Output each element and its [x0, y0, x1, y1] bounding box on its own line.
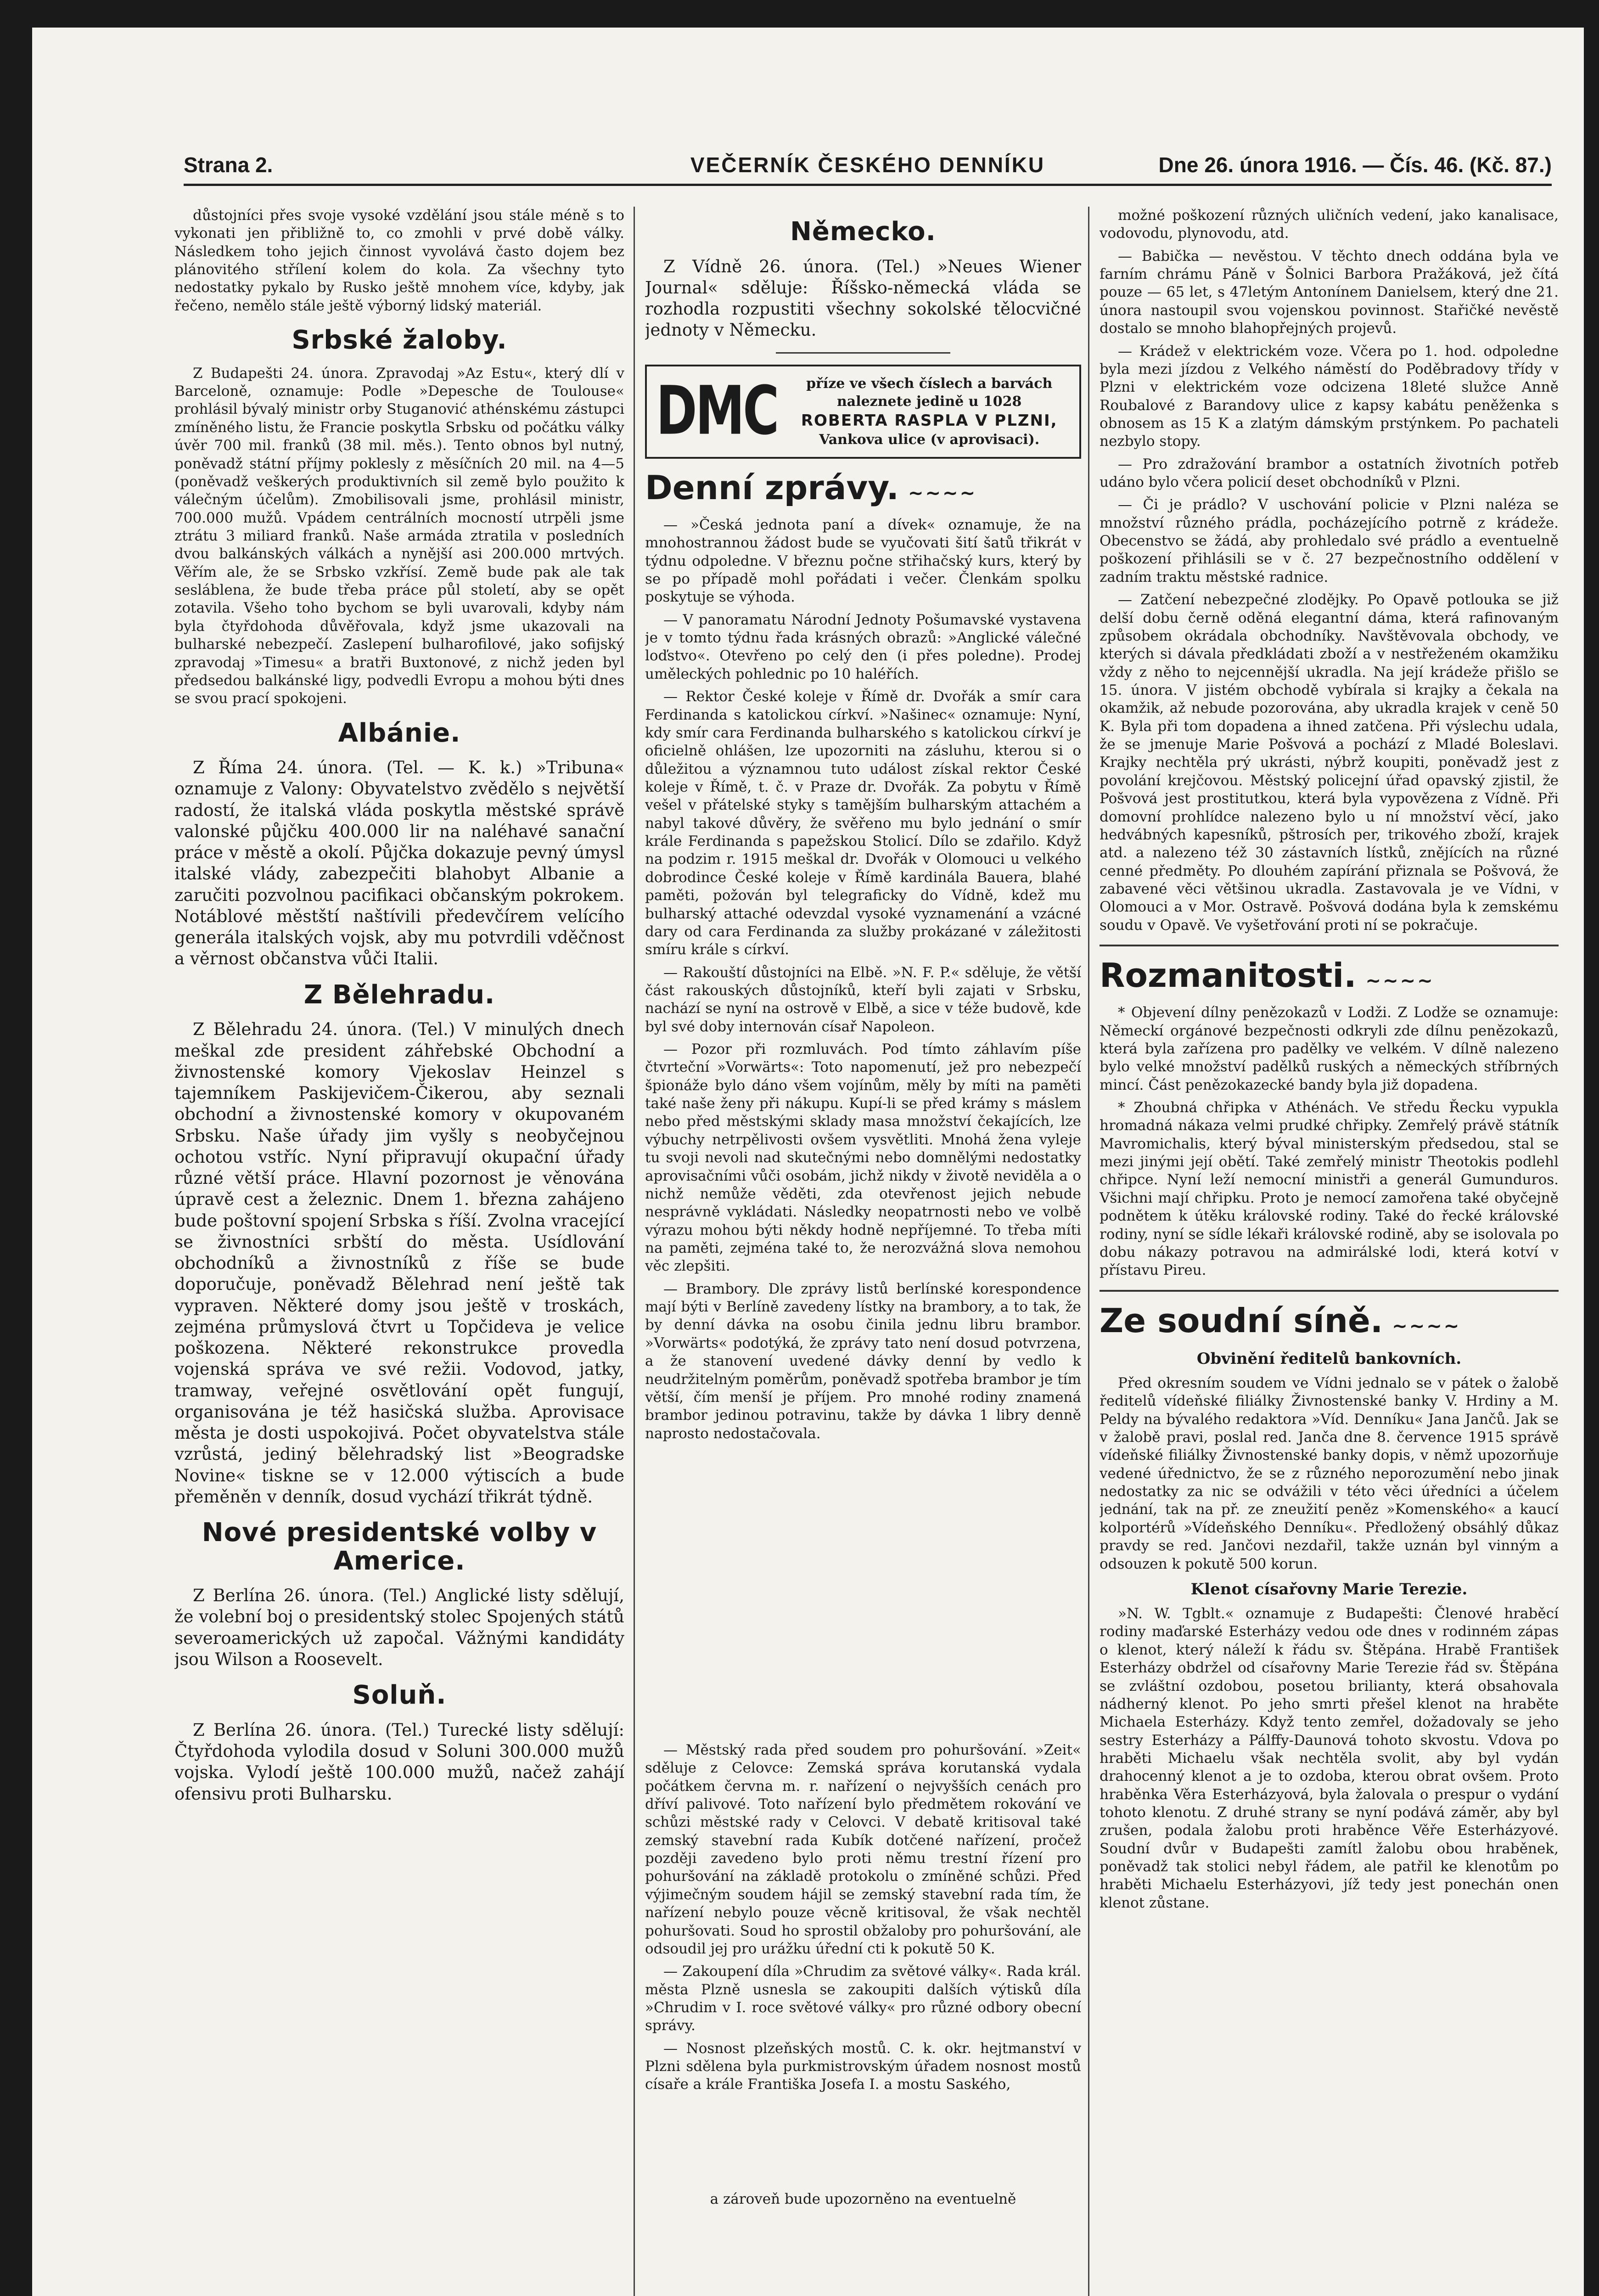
news-item: — Babička — nevěstou. V těchto dnech oddána byla ve farním chrámu Páně v Šolnici Barbora Pražáková, jež čítá pouze — 65 let, s 47letým Antonínem Danielsem, který dne 21. února nastoupil svou vojenskou povinnost. Stařičké nevěstě dostalo se mnoho blahopřejných projevů. [1100, 248, 1559, 337]
news-item: * Zhoubná chřipka v Athénách. Ve středu Řecku vypukla hromadná nákaza velmi prudké chřipky. Zemřelý právě státník Mavromichalis, který býval ministerským předsedou, stal se mezi jinými její obětí. Také zemřelý ministr Theotokis podlehl chřipce. Nyní leží nemocní ministři a generál Gumunduros. Všichni mají chřipku. Proto je nemocí zamořena také obyčejně podnětem k útěku královské rodiny. Také do řecké královské rodiny, nyní se sídle lékaři královské rodině, aby se isolovala po dobu nákazy potravou na admirálské lodi, která kotví v přístavu Pireu. [1100, 1099, 1559, 1279]
issue-date: Dne 26. února 1916. — Čís. 46. (Kč. 87.) [1158, 153, 1552, 177]
headline-daily-news [645, 470, 1081, 506]
article-albania: Z Říma 24. února. (Tel. — K. k.) »Tribuna« oznamuje z Valony: Obyvatelstvo zvědělo s největší radostí, že italská vláda poskytla městské správě valonské půjčku 400.000 lir na naléhavé sanační práce v městě a okolí. Půjčka dokazuje pevný úmysl italské vlády, zabezpečiti blahobyt Albanie a zaručiti pozvolnou pacifikaci občanským pokrokem. Notáblové městští naštívili předevčírem velícího generála italských vojsk, aby mu potvrdili vděčnost a věrnost občanstva vůči Italii. [174, 758, 624, 969]
news-item: — Městský rada před soudem pro pohuršování. »Zeit« sděluje z Celovce: Zemská správa korutanská vydala počátkem června m. r. nařízení o nejvyšších cenách pro dříví palivové. Toto nařízení bylo předmětem rokování ve schůzi městské rady v Celovci. V debatě kritisoval také zemský stavební rada Kubík dotčené nařízení, pročež později zavedeno bylo proti němu trestní řízení pro pohuršování na základě protokolu o zmíněné schůzi. Před výjimečným soudem hájil se zemský stavební rada tím, že nařízení nebylo pouze věcně kritisoval, že však nechtěl pohuršovati. Soud ho sprostil obžaloby pro pohuršování, ale odsoudil jej pro urážku úřední cti k pokutě 50 K. [645, 1741, 1081, 1957]
news-item: — Brambory. Dle zprávy listů berlínské korespondence mají býti v Berlíně zavedeny lístky na brambory, a to tak, že by denní dávka na osobu činila jednu libru brambor. »Vorwärts« podotýká, že zprávy tato není dosud potvrzena, a že stanovení uvedené dávky denní by vedlo k neudržitelným poměrům, poněvadž spotřeba brambor je tím větší, čím menší je příjem. Pro mnohé rodiny znamená brambor jedinou potravinu, takže by dávka 1 libry denně naprosto nedostačovala. [645, 1280, 1081, 1442]
newspaper-page [32, 28, 1584, 2296]
news-item: — Rakouští důstojníci na Elbě. »N. F. P.« sděluje, že větší část rakouských důstojníků, kteří byli zajati v Srbsku, nachází se nyní na ostrově v Elbě, a sice v téže budově, kde byl své doby internován císař Napoleon. [645, 964, 1081, 1035]
news-item: — Rektor České koleje v Římě dr. Dvořák a smír cara Ferdinanda s katolickou církví. »Našinec« oznamuje: Nyní, kdy smír cara Ferdinanda bulharského s katolickou církví je oficielně ohlášen, lze upozorniti na zásluhu, kterou si o důležitou a významnou tuto událost získal rektor České koleje v Římě, t. č. v Praze dr. Dvořák. Za pobytu v Římě vešel v přátelské styky s tamějším bulharským attachém a nabyl takové důvěry, že svěřeno mu bylo jednání o smír krále Ferdinanda s papežskou Stolicí. Dílo se zdařilo. Když na podzim r. 1915 meškal dr. Dvořák v Olomouci u velkého dobrodince České koleje v Římě kardinála Bauera, blahé paměti, požován byl telegraficky do Vídně, kdež mu bulharský attaché odevzdal vysoké vyznamenání a vzácné dary od cara Ferdinanda za služby prokázané v záležitosti smíru krále s církví. [645, 688, 1081, 958]
column-left [174, 207, 624, 2296]
headline-courtroom [1100, 1303, 1559, 1339]
news-item: — Krádež v elektrickém voze. Včera po 1. hod. odpoledne byla mezi jízdou z Velkého náměstí do Poděbradovy třídy v Plzni v elektrickém voze odcizena 18leté služce Anně Roubalové z Barandovy ulice z kapsy kabátu peněženka s obnosem as 15 K a zlatým dámským prstýnkem. Po pachateli nezbylo stopy. [1100, 343, 1559, 450]
news-item: Před okresním soudem ve Vídni jednalo se v pátek o žalobě ředitelů vídeňské filiálky Živnostenské banky V. Hrdiny a M. Peldy na bývalého redaktora »Víd. Denníku« Jana Jančů. Jak se v žalobě pravi, poslal red. Janča dne 8. července 1915 správě vídeňské filiálky Živnostenské banky dopis, v němž upozorňuje vedené úřednictvo, že se z různého neporozumění nebo jinak nedostatky za nic se odvážili v této věci úředníci a účelem jednání, tak na př. ze zneužití peněz »Komenského« a kaucí kolportérů »Vídeňského Denníku«. Předložený obsáhlý důkaz pravdy se red. Jančovi nezdařil, takže uznán byl vinným a odsouzen k pokutě 500 korun. [1100, 1374, 1559, 1572]
news-item: — Zakoupení díla »Chrudim za světové války«. Rada král. města Plzně usnesla se zakoupiti dalších výtisků díla »Chrudim v I. roce světové války« pro různé odbory obecní správy. [645, 1963, 1081, 2034]
column-middle [645, 207, 1081, 2296]
blank-area [645, 2099, 1081, 2190]
advertisement-dmc [645, 365, 1081, 459]
ad-line: Vankova ulice (v aprovisaci). [819, 431, 1040, 448]
news-item: — Pro zdražování brambor a ostatních životních potřeb udáno bylo včera policií deset obchodníků v Plzni. [1100, 456, 1559, 491]
headline-text: Ze soudní síně. [1100, 1301, 1383, 1340]
article-salonika: Z Berlína 26. února. (Tel.) Turecké listy sdělují: Čtyřdohoda vylodila dosud v Soluni 300.000 mužů vojska. Vylodí ještě 100.000 mužů, načež zahájí ofensivu proti Bulharsku. [174, 1720, 624, 1804]
headline-salonika: Soluň. [352, 1680, 447, 1711]
dmc-logo: DMC [656, 372, 778, 450]
ad-text [788, 375, 1070, 449]
ad-line: příze ve všech číslech a barvách [806, 375, 1053, 392]
divider [776, 352, 950, 354]
page-header [184, 133, 1552, 186]
news-item: »N. W. Tgblt.« oznamuje z Budapešti: Členové hraběcí rodiny maďarské Esterházy vedou ode dnes v rodinném zápas o klenot, který náleží k řádu sv. Štěpána. Hrabě František Esterházy obdržel od císařovny Marie Terezie řád sv. Štěpána se zvláštní ozdobou, posetou brilianty, která obsahovala nádherný klenot. Po jeho smrti přešel klenot na hraběte Michaela Esterházy. Když tento zemřel, dožadovaly se jeho sestry Esterházy a Pálffy-Daunová tohoto skvostu. Vdova po hraběti Michaelu však nechtěla svolit, aby byl vydán drahocenný klenot a je to ozdoba, kterou obrat ovšem. Proto hraběnka Věra Esterházyová, byla žalovala o prespur o vydání tohoto klenotu. Z druhé strany se nyní podává záměr, aby byl zrušen, podala žalobu proti hraběnce Věře Esterházyové. Soudní dvůr v Budapešti zamítl žalobu obou hraběnek, poněvadž tak stolici nebyl řádem, ale patřil ke klenotům po hraběti Michaelu Esterházyovi, jíž tedy jest ponechán onen klenot zůstane. [1100, 1605, 1559, 1911]
ornament-icon: ~~~~ [908, 482, 977, 504]
article-serbia: Z Budapešti 24. února. Zpravodaj »Az Estu«, který dlí v Barceloně, oznamuje: Podle »Depesche de Toulouse« prohlásil bývalý ministr orby Stuganović athénskému zástupci zmíněného listu, že Francie poskytla Srbsku od počátku války úvěr 700 mil. franků (38 mil. měs.). Tento obnos byl nutný, poněvadž státní příjmy poklesly z měsíčních 20 mil. na 4—5 (poněvadž veškerých produktivních sil země bylo použito k válečným účelům). Zmobilisovali jsme, prohlásil ministr, 700.000 mužů. Vpádem centrálních mocností utrpěli jsme ztrátu 3 miliard franků. Naše armáda ztratila v posledních dvou balkánských válkách a nynější asi 200.000 mrtvých. Věřím ale, že se Srbsko vzkřísí. Země bude pak ale tak sesláblena, že bude třeba práce půl století, aby se opět zotavila. Všeho toho bychom se byli uvarovali, kdyby nám byla čtyřdohoda důvěřovala, když jsme ukazovali na bulharské nebezpečí. Zaslepení bulharofilové, jako sofijský zpravodaj »Timesu« a bratři Buxtonové, z nichž jeden byl předsedou balkánské ligy, podvedli Evropu a mohou býti dnes se svou prací spokojeni. [174, 365, 624, 707]
headline-america: Nové presidentské volby v Americe. [202, 1518, 597, 1576]
headline-albania: Albánie. [338, 718, 461, 748]
column-divider [1088, 207, 1089, 2296]
article-continuation: důstojníci přes svoje vysoké vzdělání jsou stále méně s to vykonati jen přibližně to, co zmohli v prvé době války. Následkem toho jejich činnost vyvolává často dojem bez plánovitého střílení kolem do kola. Za všechny tyto nedostatky pykalo by Rusko ještě mnohem více, kdyby, jak řečeno, nemělo stále ještě výborný lidský materiál. [174, 207, 624, 314]
headline-text: Rozmanitosti. [1100, 956, 1357, 995]
news-item: — Či je prádlo? V uschování policie v Plzni naléza se množství různého prádla, pocházejícího potrně z krádeže. Obecenstvo se žádá, aby prohledalo své prádlo a eventuelně poškození přihlásili se v č. 27 bezpečnostního oddělení v zadním traktu městské radnice. [1100, 496, 1559, 585]
ornament-icon: ~~~~ [1392, 1315, 1461, 1337]
headline-miscellany [1100, 957, 1559, 994]
page-number: Strana 2. [184, 153, 273, 177]
news-item: — Zatčení nebezpečné zlodějky. Po Opavě potlouka se již delší dobu černě oděná elegantní dáma, která rafinovaným způsobem okrádala obchodníky. Navštěvovala obchody, ve kterých si dávala předkládati zboží a v nestřeženém okamžiku vždy z něho to nejcennější ukradla. Na její krádeže přišlo se 15. února. V jistém obchodě vybírala si krajky a čekala na okamžik, až nebude pozorována, aby ukradla krajek v ceně 50 K. Byla při tom dopadena a ihned zatčena. Při výslechu udala, že se jmenuje Marie Pošvová a pochází z Mladé Boleslavi. Krajky nechtěla prý ukrásti, nýbrž koupiti, poněvadž jest z povolání krejčovou. Městský policejní úřad opavský zjistil, že Pošvová jest prostitutkou, která byla vypovězena z Vídně. Při domovní prohlídce nalezeno bylo u ní množství věcí, jako hedvábných kapesníků, pštrosích per, trikového zboží, krajek atd. a nalezeno též 30 zástavních lístků, znějících na různé cenné předměty. Po dlouhém zapírání přiznala se Pošvová, že zabavené věci většinou ukradla. Zastavovala je ve Vídni, v Olomouci a v Mor. Ostravě. Pošvová dodána byla k zemskému soudu v Opavě. Ve vyšetřování proti ní se pokračuje. [1100, 591, 1559, 934]
article-germany: Z Vídně 26. února. (Tel.) »Neues Wiener Journal« sděluje: Říšsko-německá vláda se rozhodla rozpustiti všechny sokolské tělocvičné jednoty v Německu. [645, 256, 1081, 340]
headline-serbia: Srbské žaloby. [292, 325, 507, 355]
headline-text: Denní zprávy. [645, 468, 899, 507]
ad-line: naleznete jedině u 1028 [836, 393, 1022, 410]
article-america: Z Berlína 26. února. (Tel.) Anglické listy sdělují, že volební boj o presidentský stolec Spojených států severoamerických už započal. Vážnými kandidáty jsou Wilson a Roosevelt. [174, 1586, 624, 1669]
ad-shop-name: ROBERTA RASPLA V PLZNI, [801, 411, 1058, 430]
subheadline: Klenot císařovny Marie Terezie. [1190, 1580, 1468, 1598]
news-item: — Pozor při rozmluvách. Pod tímto záhlavím píše čtvrteční »Vorwärts«: Toto napomenutí, jež pro nebezpečí špionáže bylo dáno všem vojínům, měly by míti na paměti také naše ženy při nákupu. Kupí-li se před krámy s máslem nebo před městskými sklady masa množství čekajících, lze výbuchy netrpělivosti ovšem vysvětliti. Mnohá žena vyleje tu svoji nevoli nad skutečnými nebo domnělými nedostatky aprovisačními vůči osobám, jichž nikdy v životě neviděla a o nichž nemůže věděti, zda otevřenost jejich nebude nesprávně vykládati. Následky neopatrnosti nebo ve volbě výrazu mohou býti někdy hodně nepříjemné. To třeba míti na paměti, zejména také to, že nerozvážná slova nemohou věc zlepšiti. [645, 1041, 1081, 1275]
news-item: — V panoramatu Národní Jednoty Pošumavské vystavena je v tomto týdnu řada krásných obrazů: »Anglické válečné loďstvo«. Otevřeno po celý den (i přes poledne). Prodej uměleckých pohlednic po 10 haléřích. [645, 611, 1081, 682]
subheadline: Obvinění ředitelů bankovních. [1196, 1349, 1462, 1368]
blank-area [645, 1447, 1081, 1741]
news-item-continuation: a zároveň bude upozorněno na eventuelně [710, 2190, 1016, 2207]
news-item: — Nosnost plzeňských mostů. C. k. okr. hejtmanství v Plzni sdělena byla purkmistrovským úřadem nosnost mostů císaře a krále Františka Josefa I. a mostu Saského, [645, 2040, 1081, 2093]
news-item: — »Česká jednota paní a dívek« oznamuje, že na mnohostrannou žádost bude se vyučovati šití šatů třikrát v týdnu odpoledne. V březnu počne střihačský kurs, který by se po případě mohl pořádati i večer. Členkám spolku poskytuje se výhoda. [645, 516, 1081, 606]
headline-belgrade: Z Bělehradu. [303, 979, 495, 1010]
news-item: možné poškození různých uličních vedení, jako kanalisace, vodovodu, plynovodu, atd. [1100, 207, 1559, 242]
column-right [1100, 207, 1559, 2296]
ornament-icon: ~~~~ [1365, 970, 1435, 992]
column-divider [634, 207, 635, 2296]
divider [1100, 1290, 1559, 1292]
masthead-title: VEČERNÍK ČESKÉHO DENNÍKU [690, 153, 1045, 177]
divider [1100, 945, 1559, 946]
news-item: * Objevení dílny penězokazů v Lodži. Z Lodže se oznamuje: Německí orgánové bezpečnosti odkryli zde dílnu penězokazů, která byla zařízena pro padělky ve velkém. V dílně nalezeno bylo velké množství padělků ruských a německých stříbrných mincí. Část penězokazecké bandy byla již dopadena. [1100, 1004, 1559, 1093]
article-belgrade: Z Bělehradu 24. února. (Tel.) V minulých dnech meškal zde president záhřebské Obchodní a živnostenské komory Vjekoslav Heinzel s tajemníkem Paskijevičem-Čikerou, aby seznali obchodní a živnostenské komory v okupovaném Srbsku. Naše úřady jim vyšly s neobyčejnou ochotou vstříc. Nyní připravují okupační úřady různé větší práce. Hlavní pozornost je věnována úpravě cest a železnic. Dnem 1. března zahájeno bude poštovní spojení Srbska s říší. Zvolna vracející se živnostníci srbští do města. Usídlování obchodníků a živnostníků z říše se bude doporučuje, poněvadž Bělehrad není ještě tak vypraven. Některé domy jsou ještě v troskách, zejména průmyslová čtvrt u Topčideva je velice poškozena. Některé rekonstrukce provedla vojenská správa ve své režii. Vodovod, jatky, tramway, veřejné osvětlování opět fungují, organisována je též hasičská služba. Aprovisace města je dosti uspokojivá. Počet obyvatelstva stále vzrůstá, jediný bělehradský list »Beogradske Novine« tiskne se v 12.000 výtiscích a bude přeměněn v denník, dosud vychází třikrát týdně. [174, 1019, 624, 1507]
headline-germany: Německo. [790, 217, 936, 247]
